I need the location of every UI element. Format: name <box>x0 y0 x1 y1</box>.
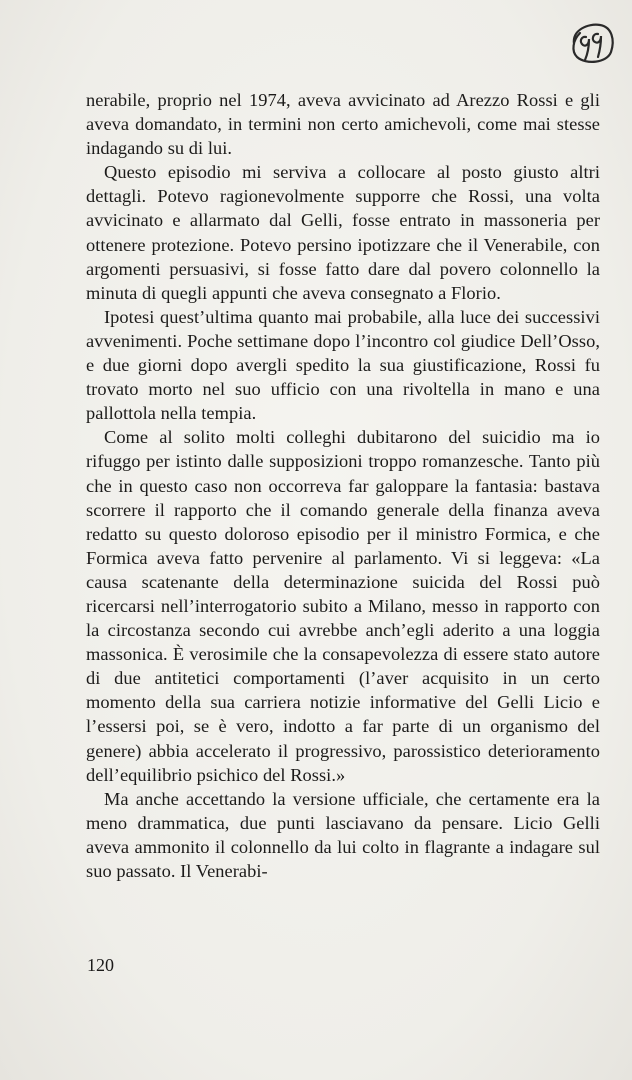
paragraph-1: nerabile, proprio nel 1974, aveva avvicinato ad Arezzo Rossi e gli aveva domandato, in termini non certo amichevoli, come mai stesse indagando su di lui. <box>86 90 600 159</box>
paragraph-3: Ipotesi quest’ultima quanto mai probabile, alla luce dei successivi avvenimenti. Poche settimane dopo l’incontro col giudice Dell’Osso, e due giorni dopo avergli spedito la sua giustificazione, Rossi fu trovato morto nel suo ufficio con una rivoltella in mano e una pallottola nella tempia. <box>86 306 600 424</box>
paragraph-5: Ma anche accettando la versione ufficiale, che certamente era la meno drammatica, due punti lasciavano da pensare. Licio Gelli aveva ammonito il colonnello da lui colto in flagrante a indagare sul suo passato. Il Venerabi- <box>86 788 600 881</box>
circled-number-icon <box>566 20 616 66</box>
paragraph-2: Questo episodio mi serviva a collocare al posto giusto altri dettagli. Potevo ragionevolmente supporre che Rossi, una volta avvicinato e allarmato dal Gelli, fosse entrato in massoneria per ottenere protezione. Potevo persino ipotizzare che il Venerabile, con argomenti persuasivi, si fosse fatto dare dal povero colonnello la minuta di quegli appunti che aveva consegnato a Florio. <box>86 162 600 303</box>
handwritten-page-annotation <box>566 20 616 66</box>
page-body-text <box>86 88 600 883</box>
page-number: 120 <box>87 955 114 975</box>
paragraph-4: Come al solito molti colleghi dubitarono del suicidio ma io rifuggo per istinto dalle supposizioni troppo romanzesche. Tanto più che in questo caso non occorreva far galoppare la fantasia: bastava scorrere il rapporto che il comando generale della finanza aveva redatto su questo doloroso episodio per il ministro Formica, e che Formica aveva fatto pervenire al parlamento. Vi si leggeva: «La causa scatenante della determinazione suicida del Rossi può ricercarsi nell’interrogatorio subito a Milano, messo in rapporto con la circostanza secondo cui avrebbe anch’egli aderito a una loggia massonica. È verosimile che la consapevolezza di essere stato autore di due antitetici comportamenti (l’aver acquisito in un certo momento della sua carriera notizie informative del Gelli Licio e l’essersi poi, se è vero, indotto a far parte di un organismo del genere) abbia accelerato il progressivo, parossistico deterioramento dell’equilibrio psichico del Rossi.» <box>86 427 600 785</box>
